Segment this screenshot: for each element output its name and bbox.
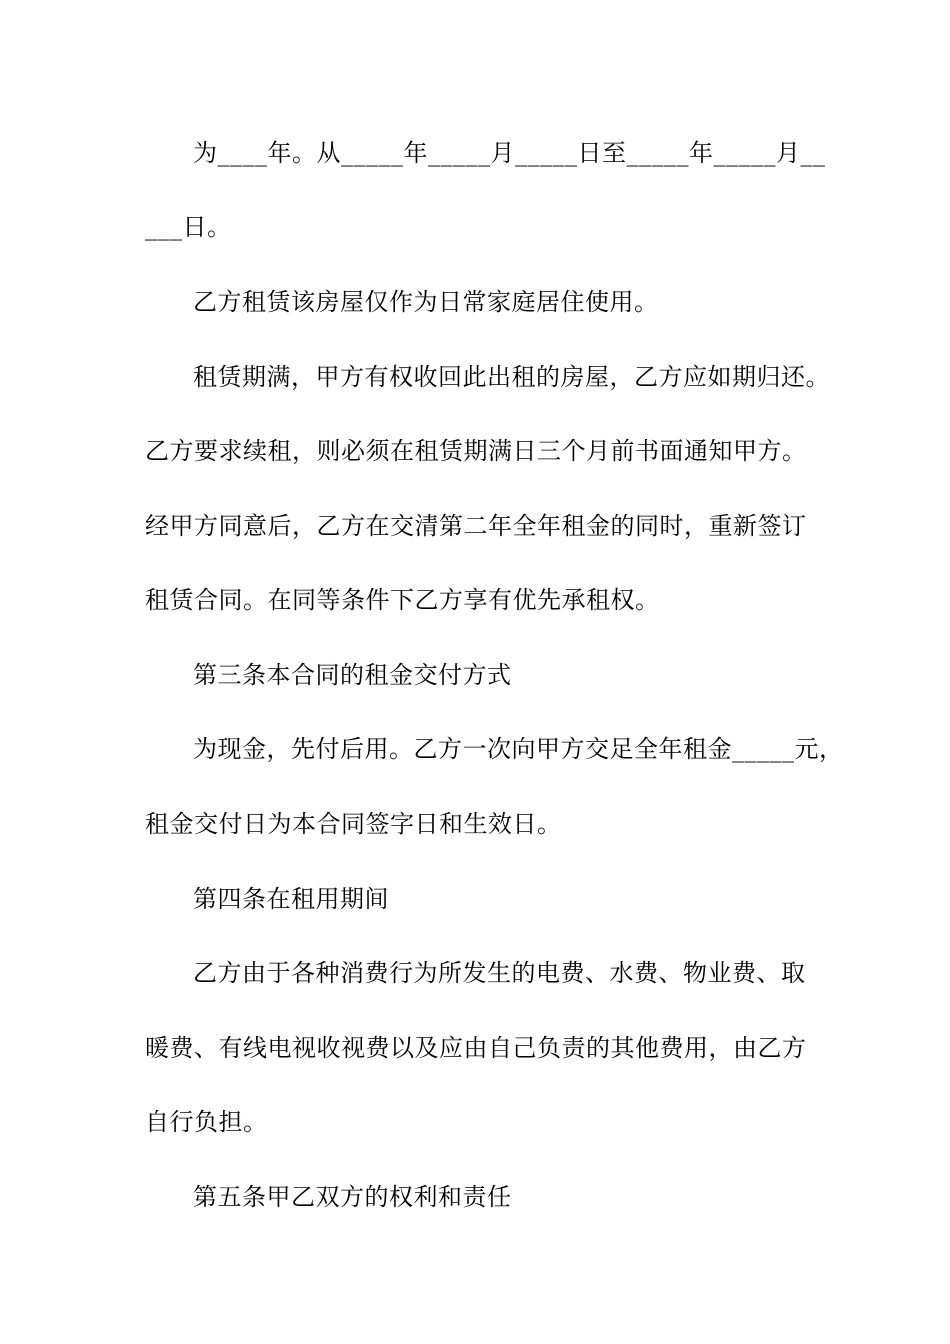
fees-clause-line-3: 自行负担。 bbox=[145, 1108, 268, 1136]
payment-clause-line-2: 租金交付日为本合同签字日和生效日。 bbox=[145, 810, 562, 838]
expiry-clause-line-2: 乙方要求续租，则必须在租赁期满日三个月前书面通知甲方。 bbox=[145, 437, 807, 465]
expiry-clause-line-1: 租赁期满，甲方有权收回此出租的房屋，乙方应如期归还。 bbox=[193, 363, 830, 391]
term-duration-line: 为____年。从_____年_____月_____日至_____年_____月__ bbox=[193, 139, 826, 167]
expiry-clause-line-3: 经甲方同意后，乙方在交清第二年全年租金的同时，重新签订 bbox=[145, 512, 807, 540]
usage-clause: 乙方租赁该房屋仅作为日常家庭居住使用。 bbox=[193, 288, 659, 316]
fees-clause-line-2: 暖费、有线电视收视费以及应由自己负责的其他费用，由乙方 bbox=[145, 1034, 807, 1062]
payment-clause-line-1: 为现金，先付后用。乙方一次向甲方交足全年租金_____元， bbox=[193, 735, 844, 763]
article-4-heading: 第四条在租用期间 bbox=[193, 885, 389, 913]
expiry-clause-line-4: 租赁合同。在同等条件下乙方享有优先承租权。 bbox=[145, 586, 660, 614]
article-3-heading: 第三条本合同的租金交付方式 bbox=[193, 661, 512, 689]
term-duration-line-end: ___日。 bbox=[145, 213, 232, 241]
fees-clause-line-1: 乙方由于各种消费行为所发生的电费、水费、物业费、取 bbox=[193, 959, 806, 987]
article-5-heading: 第五条甲乙双方的权利和责任 bbox=[193, 1183, 512, 1211]
